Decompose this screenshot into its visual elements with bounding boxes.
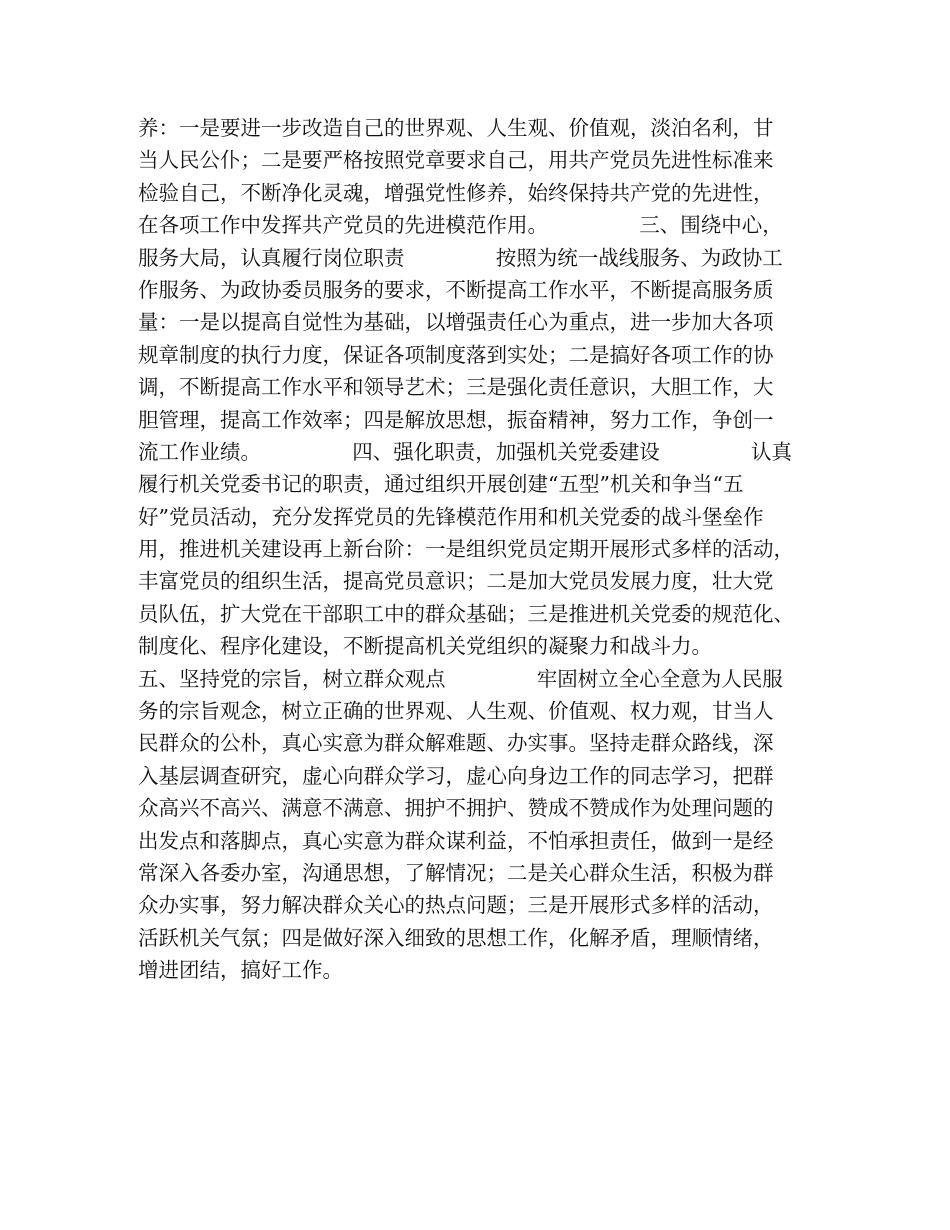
text-line: 众办实事，努力解决群众关心的热点问题；三是开展形式多样的活动， xyxy=(138,893,774,918)
text-line: 员队伍，扩大党在干部职工中的群众基础；三是推进机关党委的规范化、 xyxy=(138,601,794,626)
text-line: 活跃机关气氛；四是做好深入细致的思想工作，化解矛盾，理顺情绪， xyxy=(138,925,774,950)
text-line: 履行机关党委书记的职责，通过组织开展创建“五型”机关和争当“五 xyxy=(138,472,744,497)
text-line: 众高兴不高兴、满意不满意、拥护不拥护、赞成不赞成作为处理问题的 xyxy=(138,796,774,821)
body-text xyxy=(138,112,838,987)
text-line: 当人民公仆；二是要严格按照党章要求自己，用共产党员先进性标准来 xyxy=(138,148,774,173)
text-line: 增进团结，搞好工作。 xyxy=(138,958,343,983)
text-line: 务的宗旨观念，树立正确的世界观、人生观、价值观、权力观，甘当人 xyxy=(138,699,774,724)
text-line: 出发点和落脚点，真心实意为群众谋利益，不怕承担责任，做到一是经 xyxy=(138,828,774,853)
text-line: 调，不断提高工作水平和领导艺术；三是强化责任意识，大胆工作，大 xyxy=(138,375,774,400)
text-line: 丰富党员的组织生活，提高党员意识；二是加大党员发展力度，壮大党 xyxy=(138,569,774,594)
text-line: 在各项工作中发挥共产党员的先进模范作用。 三、围绕中心， xyxy=(138,213,783,238)
text-line: 服务大局，认真履行岗位职责 按照为统一战线服务、为政协工 xyxy=(138,245,783,270)
text-line: 检验自己，不断净化灵魂，增强党性修养，始终保持共产党的先进性， xyxy=(138,180,774,205)
text-line: 养：一是要进一步改造自己的世界观、人生观、价值观，淡泊名利，甘 xyxy=(138,116,774,140)
text-line: 常深入各委办室，沟通思想，了解情况；二是关心群众生活，积极为群 xyxy=(138,860,774,885)
text-line: 流工作业绩。 四、强化职责，加强机关党委建设 认真 xyxy=(138,439,792,464)
text-line: 作服务、为政协委员服务的要求，不断提高工作水平，不断提高服务质 xyxy=(138,277,774,302)
text-line: 量：一是以提高自觉性为基础，以增强责任心为重点，进一步加大各项 xyxy=(138,310,774,335)
text-line: 入基层调查研究，虚心向群众学习，虚心向身边工作的同志学习，把群 xyxy=(138,763,774,788)
text-line: 制度化、程序化建设，不断提高机关党组织的凝聚力和战斗力。 xyxy=(138,634,712,659)
text-line: 规章制度的执行力度，保证各项制度落到实处；二是搞好各项工作的协 xyxy=(138,342,774,367)
text-line: 五、坚持党的宗旨，树立群众观点 牢固树立全心全意为人民服 xyxy=(138,666,783,691)
text-line: 好”党员活动，充分发挥党员的先锋模范作用和机关党委的战斗堡垒作 xyxy=(138,504,764,529)
text-line: 用，推进机关建设再上新台阶：一是组织党员定期开展形式多样的活动， xyxy=(138,537,794,562)
text-line: 胆管理，提高工作效率；四是解放思想，振奋精神，努力工作，争创一 xyxy=(138,407,774,432)
text-line: 民群众的公朴，真心实意为群众解难题、办实事。坚持走群众路线，深 xyxy=(138,731,774,756)
